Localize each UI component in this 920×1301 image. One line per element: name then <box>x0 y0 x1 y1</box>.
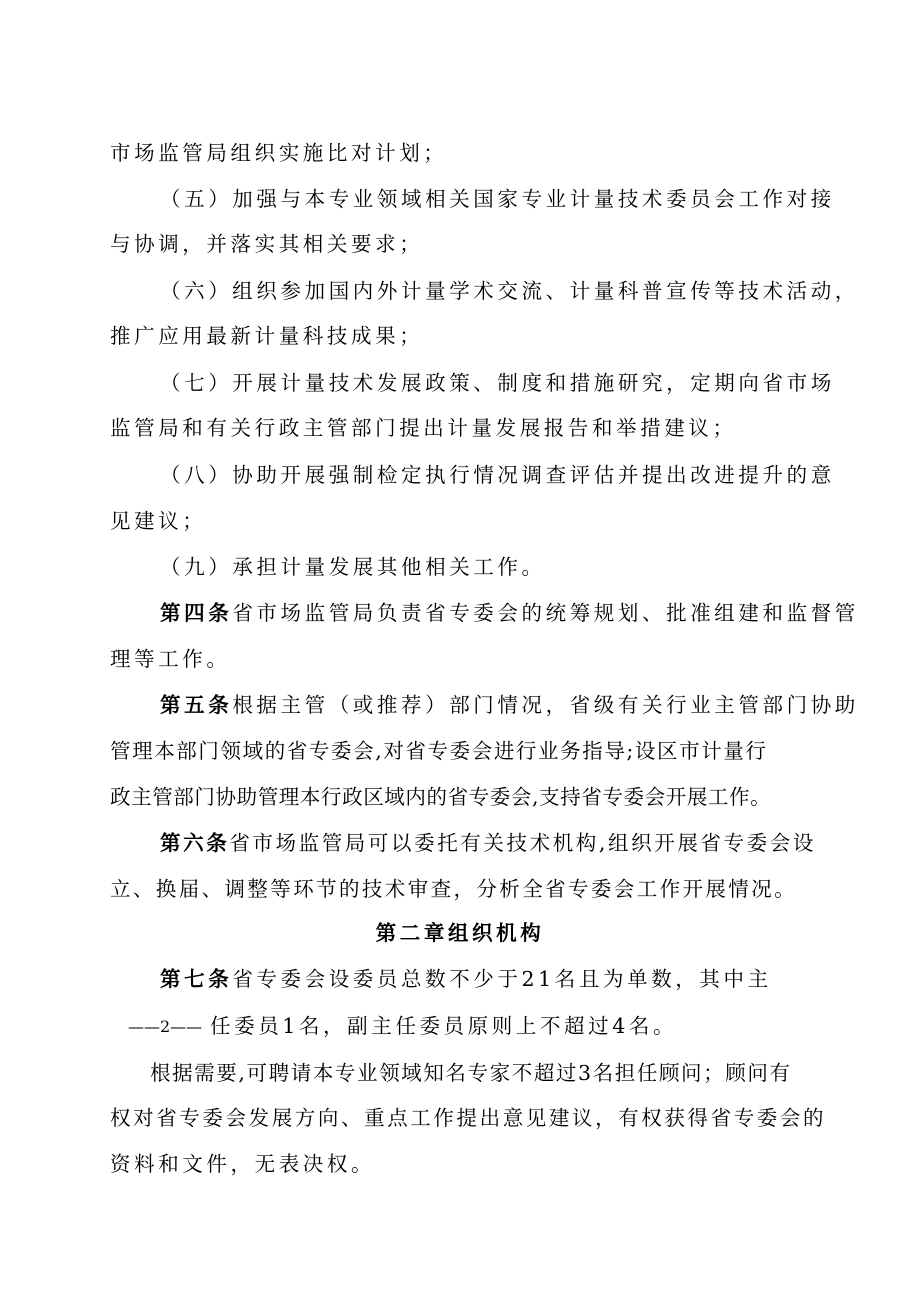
page-marker: ——2—— <box>128 1017 203 1036</box>
article-5-line <box>160 690 859 720</box>
text-line-1: 市场监管局组织实施比对计划； <box>110 141 448 165</box>
text-line-21: 权对省专委会发展方向、重点工作提出意见建议，有权获得省专委会的 <box>110 1106 827 1130</box>
text-line-15: 政主管部门协助管理本行政区域内的省专委会,支持省专委会开展工作。 <box>110 785 772 809</box>
article-6-label: 第六条 <box>160 831 230 855</box>
text-line-10: （九）承担计量发展其他相关工作。 <box>160 555 546 579</box>
article-6-text: 省市场监管局可以委托有关技术机构,组织开展省专委会设 <box>229 831 816 855</box>
text-line-17: 立、换届、调整等环节的技术审查，分析全省专委会工作开展情况。 <box>110 877 797 901</box>
text-line-22: 资料和文件，无表决权。 <box>110 1152 376 1176</box>
article-7-line <box>160 964 772 994</box>
text-line-19: 任委员1名，副主任委员原则上不超过4名。 <box>210 1014 678 1038</box>
chapter-heading: 第二章组织机构 <box>375 921 545 945</box>
text-line-4: （六）组织参加国内外计量学术交流、计量科普宣传等技术活动， <box>160 279 859 303</box>
text-line-2: （五）加强与本专业领域相关国家专业计量技术委员会工作对接 <box>160 187 835 211</box>
text-line-5: 推广应用最新计量科技成果； <box>110 324 424 348</box>
text-line-20: 根据需要,可聘请本专业领域知名专家不超过3名担任顾问；顾问有 <box>150 1061 792 1085</box>
article-4-label: 第四条 <box>160 601 233 625</box>
article-7-text: 省专委会设委员总数不少于21名且为单数，其中主 <box>232 967 772 991</box>
text-line-3: 与协调，并落实其相关要求； <box>110 232 424 256</box>
text-line-12: 理等工作。 <box>110 647 231 671</box>
article-7-label: 第七条 <box>160 967 233 991</box>
text-line-9: 见建议； <box>110 509 207 533</box>
article-4-text: 省市场监管局负责省专委会的统筹规划、批准组建和监督管 <box>232 601 859 625</box>
article-6-line <box>160 828 816 858</box>
article-4-line <box>160 598 859 628</box>
text-line-7: 监管局和有关行政主管部门提出计量发展报告和举措建议； <box>110 416 737 440</box>
text-line-14: 管理本部门领域的省专委会,对省专委会进行业务指导;设区市计量行 <box>110 739 768 763</box>
text-line-8: （八）协助开展强制检定执行情况调查评估并提出改进提升的意 <box>160 463 835 487</box>
article-5-label: 第五条 <box>160 693 233 717</box>
text-line-6: （七）开展计量技术发展政策、制度和措施研究，定期向省市场 <box>160 371 835 395</box>
article-5-text: 根据主管（或推荐）部门情况，省级有关行业主管部门协助 <box>232 693 859 717</box>
